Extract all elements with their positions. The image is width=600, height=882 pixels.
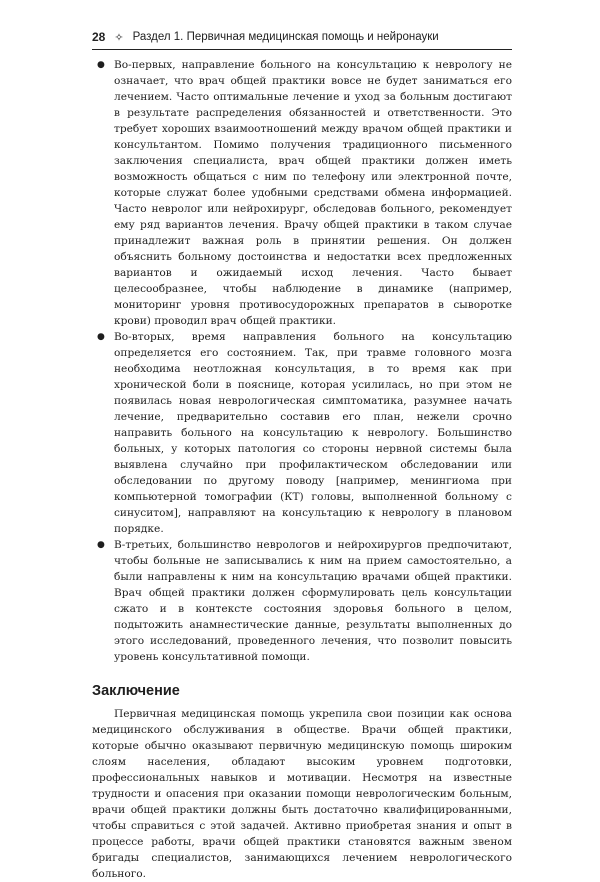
diamond-ornament-icon: ✧ — [114, 31, 124, 44]
page-number: 28 — [92, 30, 106, 44]
bullet-icon: ● — [97, 60, 105, 70]
list-item — [92, 329, 512, 537]
list-item — [92, 537, 512, 665]
bullet-list — [92, 57, 512, 665]
bullet-text: Во-первых, направление больного на консультацию к неврологу не означает, что врач общей практики вовсе не будет заниматься его лечением. Часто оптимальные лечение и уход за больным достигают в результате распределения обязанностей и ответственности. Это требует хороших взаимоотношений между врачом общей практики и консультантом. Помимо получения традиционного письменного заключения специалиста, врач общей практики должен иметь возможность общаться с ним по телефону или электронной почте, которые служат более удобными средствами обмена информацией. Часто невролог или нейрохирург, обследовав больного, рекомендует ему ряд вариантов лечения. Врачу общей практики в таком случае принадлежит важная роль в принятии решения. Он должен объяснить больному достоинства и недостатки всех предложенных вариантов и ожидаемый исход лечения. Часто бывает целесообразнее, чтобы наблюдение в динамике (например, мониторинг уровня противосудорожных препаратов в сыворотке крови) проводил врач общей практики. — [114, 59, 512, 327]
conclusion-paragraph: Первичная медицинская помощь укрепила свои позиции как основа медицинского обслуживания в обществе. Врачи общей практики, которые обычно оказывают первичную медицинскую помощь широким слоям населения, обладают высоким уровнем подготовки, профессиональных навыков и мотивации. Несмотря на известные трудности и опасения при оказании помощи неврологическим больным, врачи общей практики должны быть достаточно квалифицированными, чтобы справиться с этой задачей. Активно приобретая знания и опыт в процессе работы, врачи общей практики становятся важным звеном бригады специалистов, занимающихся лечением неврологического больного. — [92, 708, 512, 880]
section-title: Раздел 1. Первичная медицинская помощь и нейронауки — [132, 31, 439, 43]
bullet-text: В-третьих, большинство неврологов и нейрохирургов предпочитают, чтобы больные не записывались к ним на прием самостоятельно, а были направлены к ним на консультацию врачами общей практики. Врач общей практики должен сформулировать цель консультации сжато и в контексте состояния здоровья больного в целом, подытожить анамнестические данные, результаты выполненных до этого исследований, проведенного лечения, что позволит повысить уровень консультативной помощи. — [114, 539, 512, 663]
list-item — [92, 57, 512, 329]
running-head — [92, 28, 512, 46]
bullet-icon: ● — [97, 332, 105, 342]
header-rule — [92, 49, 512, 50]
bullet-icon: ● — [97, 540, 105, 550]
bullet-text: Во-вторых, время направления больного на консультацию определяется его состоянием. Так, при травме головного мозга необходима неотложная консультация, в то время как при хронической боли в пояснице, которая усилилась, но при этом не появилась новая неврологическая симптоматика, разумнее начать лечение, предварительно составив его план, нежели срочно направить больного на консультацию к неврологу. Большинство больных, у которых патология со стороны нервной системы была выявлена случайно при профилактическом обследовании или обследовании по другому поводу [например, менингиома при компьютерной томографии (КТ) головы, выполненной больному с синуситом], направляют на консультацию к неврологу в плановом порядке. — [114, 331, 512, 535]
book-page — [92, 28, 512, 882]
conclusion-heading: Заключение — [92, 683, 180, 699]
